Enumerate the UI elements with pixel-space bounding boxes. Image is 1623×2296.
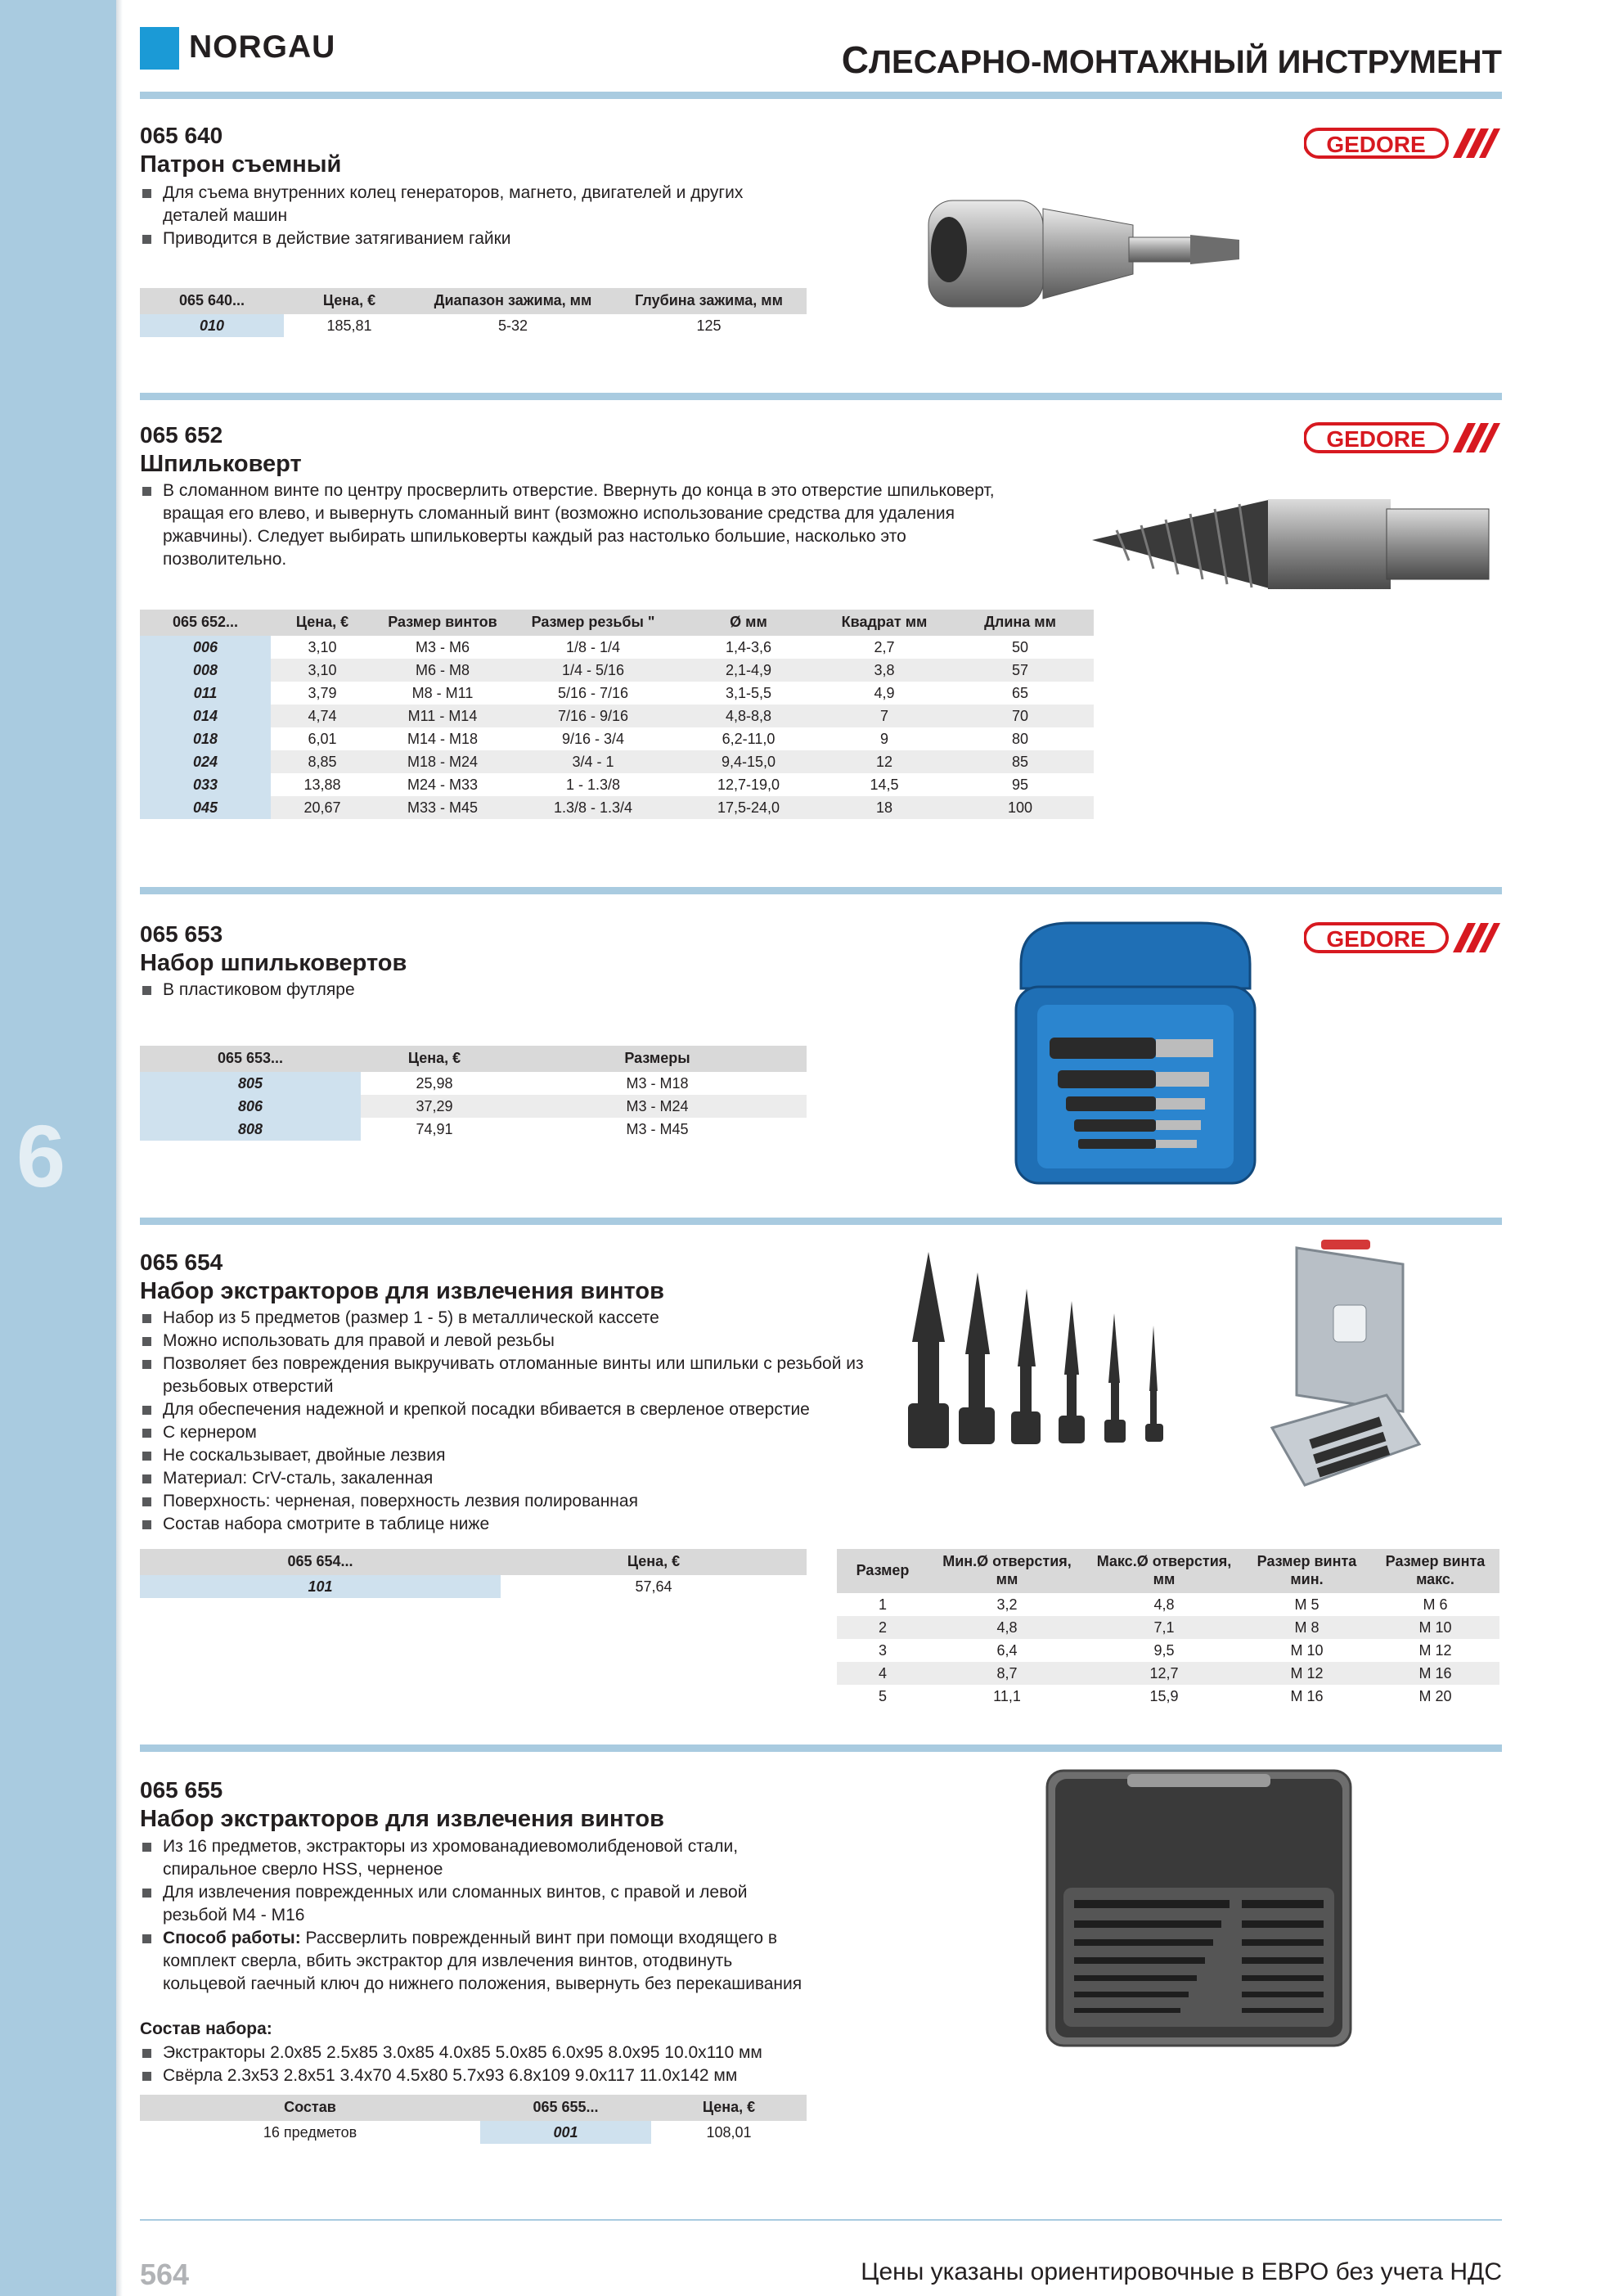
table-header: Длина мм <box>946 610 1094 636</box>
table-cell: 14,5 <box>870 776 899 793</box>
table-cell: 6,4 <box>996 1641 1018 1659</box>
table-header: 065 640... <box>140 288 284 314</box>
table-cell: M 16 <box>1371 1662 1499 1685</box>
bullet-item: Приводится в действие затягиванием гайки <box>140 227 811 250</box>
table-header: Глубина зажима, мм <box>611 288 807 314</box>
table-row <box>140 727 1094 750</box>
table-cell: 3 <box>878 1641 887 1659</box>
gedore-logo-text: GEDORE <box>1326 926 1426 952</box>
extractor-set-image <box>900 1252 1211 1465</box>
table-cell: 1/8 - 1/4 <box>565 638 621 655</box>
article-code: 806 <box>140 1095 361 1118</box>
table-cell: 12,7-19,0 <box>717 776 780 793</box>
table-cell: 3/4 - 1 <box>511 750 675 773</box>
table-cell: M18 - M24 <box>374 750 511 773</box>
table-row <box>140 636 1094 659</box>
table-cell: M14 - M18 <box>407 730 479 747</box>
gedore-logo <box>1304 127 1500 160</box>
bullet-item: Набор из 5 предметов (размер 1 - 5) в металлической кассете <box>140 1307 892 1330</box>
product-sku: 065 653 <box>140 921 223 947</box>
spec-table <box>140 2095 807 2144</box>
gedore-logo-text: GEDORE <box>1326 132 1426 157</box>
table-cell: 9,4-15,0 <box>675 750 822 773</box>
table-header: Размеры <box>508 1046 807 1072</box>
article-code: 010 <box>140 314 284 337</box>
table-row <box>140 705 1094 727</box>
table-cell: 9,5 <box>1153 1641 1175 1659</box>
spec-table <box>140 1549 807 1598</box>
table-cell: 3,2 <box>996 1596 1018 1613</box>
table-header: Цена, € <box>284 288 415 314</box>
table-cell: 4,8 <box>1153 1596 1175 1613</box>
table-row <box>140 682 1094 705</box>
section-divider <box>140 92 1502 99</box>
table-cell: 5-32 <box>497 317 528 334</box>
table-cell: M24 - M33 <box>407 776 479 793</box>
table-cell: 5 <box>878 1687 887 1704</box>
brand-logo-square <box>140 27 179 70</box>
article-code: 018 <box>140 727 271 750</box>
table-cell: M3 - M45 <box>626 1120 689 1137</box>
table-cell: 4 <box>837 1662 928 1685</box>
table-row <box>140 773 1094 796</box>
table-cell: 2,7 <box>874 638 895 655</box>
chapter-number: 6 <box>16 1106 66 1205</box>
table-cell: M 6 <box>1423 1596 1448 1613</box>
table-header: 065 655... <box>480 2095 651 2121</box>
table-cell: 4,8-8,8 <box>675 705 822 727</box>
bullet-item: Материал: CrV-сталь, закаленная <box>140 1467 892 1490</box>
product-bullets <box>140 182 811 250</box>
gedore-logo <box>1304 421 1500 454</box>
table-header: Размер винтов <box>374 610 511 636</box>
bullet-item: С кернером <box>140 1421 892 1444</box>
table-header: Размер винта макс. <box>1371 1549 1499 1593</box>
table-cell: 12,7 <box>1086 1662 1243 1685</box>
table-cell: 95 <box>1011 776 1029 793</box>
bullet-item: Экстракторы 2.0x85 2.5x85 3.0x85 4.0x85 5.0x85 6.0x95 8.0x95 10.0x110 мм <box>140 2042 876 2064</box>
article-code: 024 <box>140 750 271 773</box>
article-code: 014 <box>140 705 271 727</box>
extractor-metal-case-image <box>1264 1240 1427 1501</box>
table-cell: M3 - M24 <box>508 1095 807 1118</box>
spec-table <box>140 610 1094 819</box>
table-cell: 1/4 - 5/16 <box>511 659 675 682</box>
price-note: Цены указаны ориентировочные в ЕВРО без учета НДС <box>861 2258 1502 2285</box>
table-cell: 3,8 <box>822 659 946 682</box>
price-cell: 13,88 <box>303 776 341 793</box>
table-cell: M33 - M45 <box>374 796 511 819</box>
product-sku: 065 655 <box>140 1777 223 1803</box>
section-divider <box>140 1218 1502 1225</box>
table-cell: 1 - 1.3/8 <box>565 776 621 793</box>
table-cell: 5/16 - 7/16 <box>557 684 629 701</box>
sizes-table <box>837 1549 1499 1708</box>
table-cell: 7/16 - 9/16 <box>511 705 675 727</box>
page-heading-rest: ЛЕСАРНО-МОНТАЖНЫЙ ИНСТРУМЕНТ <box>868 44 1502 80</box>
table-cell: 18 <box>822 796 946 819</box>
table-cell: 2 <box>837 1616 928 1639</box>
table-cell: 7 <box>822 705 946 727</box>
product-title: Набор шпильковертов <box>140 950 407 976</box>
table-header: Цена, € <box>271 610 374 636</box>
price-cell: 25,98 <box>416 1074 453 1092</box>
gedore-logo <box>1304 921 1500 954</box>
bullet-item: Для извлечения поврежденных или сломанных винтов, с правой и левой резьбой M4 - M16 <box>140 1881 811 1927</box>
table-header: Размер <box>837 1549 928 1593</box>
article-code: 101 <box>140 1575 501 1598</box>
table-cell: M6 - M8 <box>374 659 511 682</box>
article-code: 011 <box>140 682 271 705</box>
price-cell: 3,10 <box>271 659 374 682</box>
table-header: 065 654... <box>140 1549 501 1575</box>
price-cell: 3,79 <box>308 684 337 701</box>
table-cell: 9/16 - 3/4 <box>561 730 625 747</box>
table-cell: 6,2-11,0 <box>722 730 776 747</box>
table-row <box>140 1118 807 1141</box>
table-cell: M3 - M6 <box>415 638 470 655</box>
footer-divider <box>140 2219 1502 2221</box>
puller-chuck-image <box>920 176 1248 323</box>
gedore-logo-text: GEDORE <box>1326 426 1426 452</box>
table-header: Квадрат мм <box>822 610 946 636</box>
table-cell: 17,5-24,0 <box>675 796 822 819</box>
table-cell: M 10 <box>1290 1641 1324 1659</box>
product-title: Набор экстракторов для извлечения винтов <box>140 1806 664 1832</box>
table-header: Размер винта мин. <box>1243 1549 1371 1593</box>
article-code: 805 <box>140 1072 361 1095</box>
table-header: Состав <box>140 2095 480 2121</box>
table-header: Диапазон зажима, мм <box>415 288 611 314</box>
table-header: Цена, € <box>651 2095 807 2121</box>
spec-table <box>140 288 807 337</box>
table-row <box>837 1616 1499 1639</box>
table-cell: 100 <box>946 796 1094 819</box>
table-header: Цена, € <box>361 1046 508 1072</box>
bullet-item: Можно использовать для правой и левой резьбы <box>140 1330 892 1353</box>
product-title: Шпильковерт <box>140 451 302 477</box>
page-number: 564 <box>140 2258 190 2291</box>
table-header: 065 653... <box>140 1046 361 1072</box>
table-row <box>837 1685 1499 1708</box>
table-cell: 9 <box>879 730 888 747</box>
table-cell: 7,1 <box>1086 1616 1243 1639</box>
table-row <box>837 1639 1499 1662</box>
table-cell: 1.3/8 - 1.3/4 <box>511 796 675 819</box>
table-row <box>140 1095 807 1118</box>
product-bullets <box>140 479 1023 571</box>
table-cell: 1,4-3,6 <box>725 638 772 655</box>
table-row <box>140 1072 807 1095</box>
table-header: Размер резьбы " <box>511 610 675 636</box>
table-cell: 57 <box>946 659 1094 682</box>
table-header: Макс.Ø отверстия, мм <box>1086 1549 1243 1593</box>
table-cell: M 12 <box>1243 1662 1371 1685</box>
bullet-item: Для съема внутренних колец генераторов, магнето, двигателей и других деталей машин <box>140 182 811 227</box>
article-code: 808 <box>140 1118 361 1141</box>
price-cell: 108,01 <box>706 2123 752 2141</box>
table-cell: 2,1-4,9 <box>675 659 822 682</box>
table-row <box>837 1593 1499 1616</box>
method-text: Рассверлить поврежденный винт при помощи входящего в комплект сверла, вбить экстрактор для извлечения винтов, отодвинуть кольцевой гаечный ключ до нижнего положения, вывернуть без перекашивания <box>163 1929 803 1993</box>
table-cell: M 8 <box>1243 1616 1371 1639</box>
table-cell: M8 - M11 <box>411 684 474 701</box>
bullet-item: В сломанном винте по центру просверлить отверстие. Ввернуть до конца в это отверстие шпильковерт, вращая его влево, и вывернуть сломанный винт (возможно использование средства для удаления ржавчины). Следует выбирать шпильковерты каждый раз настолько большие, насколько это позволительно. <box>140 479 1023 571</box>
table-row <box>140 2121 807 2144</box>
table-cell: 80 <box>1011 730 1029 747</box>
product-title: Патрон съемный <box>140 151 342 178</box>
table-cell: 65 <box>1011 684 1029 701</box>
brand-name: NORGAU <box>189 29 336 65</box>
table-cell: 16 предметов <box>263 2123 357 2141</box>
table-row <box>140 1575 807 1598</box>
table-header: 065 652... <box>140 610 271 636</box>
method-label: Способ работы: <box>163 1929 301 1947</box>
extractor-drill-case-image <box>1045 1769 1352 2047</box>
bullet-item: Поверхность: черненая, поверхность лезвия полированная <box>140 1490 892 1513</box>
table-row <box>140 796 1094 819</box>
price-cell: 185,81 <box>326 317 372 334</box>
table-cell: M3 - M18 <box>626 1074 689 1092</box>
table-row <box>140 314 807 337</box>
price-cell: 6,01 <box>308 730 337 747</box>
price-cell: 4,74 <box>271 705 374 727</box>
price-cell: 74,91 <box>416 1120 453 1137</box>
price-cell: 3,10 <box>308 638 337 655</box>
bullet-item: Для обеспечения надежной и крепкой посадки вбивается в сверленое отверстие <box>140 1398 892 1421</box>
table-cell: M 16 <box>1290 1687 1324 1704</box>
price-cell: 57,64 <box>635 1578 672 1595</box>
bullet-item: Не соскальзывает, двойные лезвия <box>140 1444 892 1467</box>
table-cell: 1 <box>878 1596 887 1613</box>
section-divider <box>140 1745 1502 1752</box>
table-cell: M 10 <box>1371 1616 1499 1639</box>
price-cell: 37,29 <box>361 1095 508 1118</box>
article-code: 008 <box>140 659 271 682</box>
contents-list <box>140 2042 876 2087</box>
price-cell: 8,85 <box>271 750 374 773</box>
table-row <box>140 750 1094 773</box>
extractor-case-image <box>1005 915 1266 1193</box>
article-code: 006 <box>140 636 271 659</box>
table-cell: 70 <box>946 705 1094 727</box>
table-cell: 4,9 <box>874 684 895 701</box>
bullet-item: Позволяет без повреждения выкручивать отломанные винты или шпильки с резьбой из резьбовых отверстий <box>140 1353 892 1398</box>
product-sku: 065 654 <box>140 1249 223 1275</box>
bullet-item: Свёрла 2.3x53 2.8x51 3.4x70 4.5x80 5.7x93 6.8x109 9.0x117 11.0x142 мм <box>140 2064 876 2087</box>
table-cell: M11 - M14 <box>374 705 511 727</box>
table-cell: M 12 <box>1418 1641 1452 1659</box>
table-cell: 12 <box>822 750 946 773</box>
sidebar-shadow <box>116 0 123 2296</box>
table-header: Цена, € <box>501 1549 807 1575</box>
page-heading <box>842 38 1502 82</box>
table-row <box>837 1662 1499 1685</box>
section-divider <box>140 887 1502 894</box>
article-code: 001 <box>480 2121 651 2144</box>
screw-extractor-image <box>1084 483 1497 606</box>
section-divider <box>140 393 1502 400</box>
table-cell: 15,9 <box>1149 1687 1179 1704</box>
table-cell: 85 <box>946 750 1094 773</box>
bullet-item: Состав набора смотрите в таблице ниже <box>140 1513 892 1536</box>
bullet-item: Из 16 предметов, экстракторы из хромованадиевомолибденовой стали, спиральное сверло HSS, черненое <box>140 1835 811 1881</box>
table-row <box>140 659 1094 682</box>
table-cell: 3,1-5,5 <box>725 684 772 701</box>
table-cell: 4,8 <box>928 1616 1086 1639</box>
table-cell: M 20 <box>1418 1687 1452 1704</box>
page-heading-initial: С <box>841 38 869 81</box>
product-bullets <box>140 1307 892 1536</box>
product-sku: 065 652 <box>140 422 223 448</box>
spec-table <box>140 1046 807 1141</box>
price-cell: 20,67 <box>271 796 374 819</box>
product-bullets <box>140 1835 811 1996</box>
table-cell: 125 <box>696 317 722 334</box>
table-cell: M 5 <box>1294 1596 1320 1613</box>
article-code: 045 <box>140 796 271 819</box>
product-sku: 065 640 <box>140 123 223 148</box>
product-title: Набор экстракторов для извлечения винтов <box>140 1278 664 1304</box>
table-cell: 8,7 <box>928 1662 1086 1685</box>
table-header: Мин.Ø отверстия, мм <box>928 1549 1086 1593</box>
article-code: 033 <box>140 773 271 796</box>
product-bullets <box>140 979 713 1002</box>
table-cell: 11,1 <box>993 1687 1021 1704</box>
table-header: Ø мм <box>675 610 822 636</box>
bullet-item: В пластиковом футляре <box>140 979 713 1002</box>
contents-label: Состав набора: <box>140 2019 272 2038</box>
bullet-item <box>140 1927 811 1996</box>
table-cell: 50 <box>1011 638 1029 655</box>
